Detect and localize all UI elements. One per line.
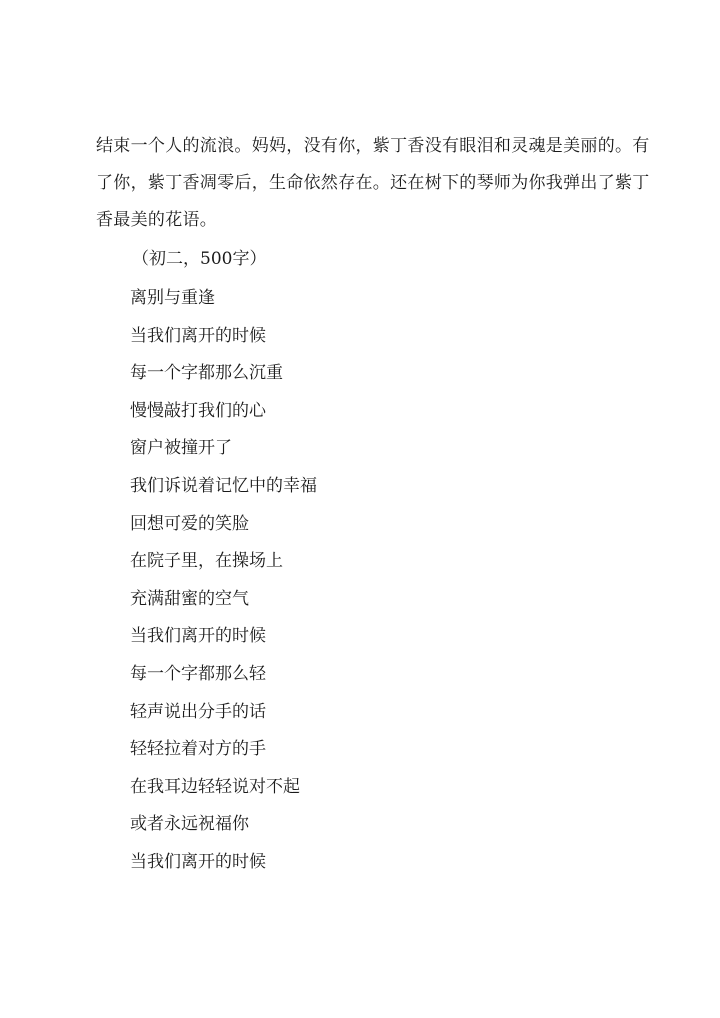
poem	[130, 280, 317, 882]
poem-line: 回想可爱的笑脸	[130, 513, 249, 534]
poem-title: 离别与重逢	[130, 288, 215, 308]
poem-line: 每一个字都那么沉重	[130, 363, 283, 384]
poem-line: 当我们离开的时候	[130, 325, 266, 346]
poem-line: 轻轻拉着对方的手	[130, 739, 266, 760]
paragraph-line: 香最美的花语。	[96, 210, 218, 230]
poem-line: 当我们离开的时候	[130, 851, 266, 872]
grade-word-count-note: （初二，500字）	[132, 249, 267, 269]
paragraph-line: 了你，紫丁香凋零后，生命依然存在。还在树下的琴师为你我弹出了紫丁	[96, 173, 650, 193]
poem-line: 窗户被撞开了	[130, 438, 232, 459]
poem-line: 在院子里，在操场上	[130, 551, 283, 572]
essay-paragraph	[96, 128, 650, 239]
poem-line: 或者永远祝福你	[130, 814, 249, 835]
poem-line: 充满甜蜜的空气	[130, 588, 249, 609]
paragraph-line: 结束一个人的流浪。妈妈，没有你，紫丁香没有眼泪和灵魂是美丽的。有	[96, 136, 650, 156]
poem-line: 慢慢敲打我们的心	[130, 400, 266, 421]
poem-line: 在我耳边轻轻说对不起	[130, 776, 300, 797]
poem-line: 轻声说出分手的话	[130, 701, 266, 722]
poem-line: 每一个字都那么轻	[130, 663, 266, 684]
poem-line: 我们诉说着记忆中的幸福	[130, 475, 317, 496]
poem-line: 当我们离开的时候	[130, 626, 266, 647]
